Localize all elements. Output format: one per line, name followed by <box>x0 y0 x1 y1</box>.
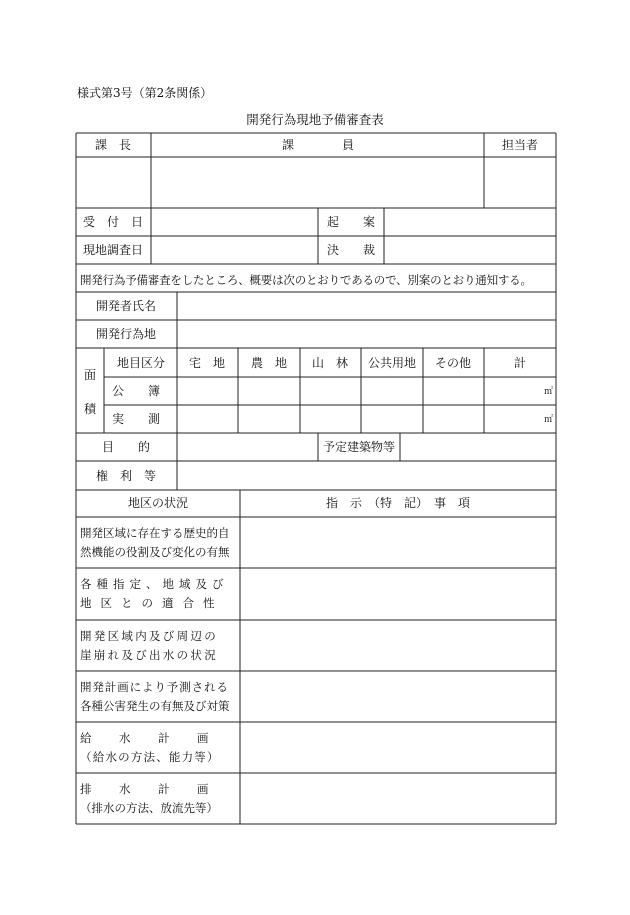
person-in-charge-seal-box[interactable] <box>485 158 555 207</box>
decision-label: 決 裁 <box>326 243 376 257</box>
development-site-label: 開発行為地 <box>95 327 157 341</box>
draft-field[interactable] <box>385 209 555 235</box>
area-label-top: 面 <box>83 368 97 382</box>
planned-buildings-field[interactable] <box>401 434 555 460</box>
purpose-field[interactable] <box>178 434 317 460</box>
instruction-zoning-field[interactable] <box>241 569 555 619</box>
column-other: その他 <box>434 356 472 370</box>
received-date-label: 受 付 日 <box>82 215 144 229</box>
form-reference: 様式第3号（第2条関係） <box>77 86 213 100</box>
district-status-header: 地区の状況 <box>127 496 189 510</box>
survey-area-row[interactable] <box>178 406 555 432</box>
column-residential: 宅 地 <box>188 356 226 370</box>
survey-row-label: 実 測 <box>112 412 161 426</box>
survey-date-field[interactable] <box>152 237 317 263</box>
area-label-bottom: 積 <box>83 402 97 416</box>
registry-area-row[interactable] <box>178 378 555 404</box>
registry-unit: ㎡ <box>543 387 553 397</box>
rights-label: 権 利 等 <box>95 469 157 483</box>
condition-historic-nature: 開発区域に存在する歴史的自 然機能の役割及び変化の有無 <box>80 526 230 559</box>
section-chief-seal-box[interactable] <box>77 158 150 207</box>
column-farmland: 農 地 <box>250 356 288 370</box>
developer-name-field[interactable] <box>178 293 555 319</box>
instruction-historic-nature-field[interactable] <box>241 518 555 567</box>
planned-buildings-label: 予定建築物等 <box>322 440 396 454</box>
column-public-land: 公共用地 <box>367 356 417 370</box>
survey-date-label: 現地調査日 <box>82 243 144 257</box>
condition-zoning-compatibility: 各種指定、地域及び 地区との適合性 <box>80 577 229 610</box>
section-chief-label: 課 長 <box>94 138 132 152</box>
condition-water-supply: 給 水 計 画 （給水の方法、能力等） <box>80 731 220 764</box>
review-notice: 開発行為予備審査をしたところ、概要は次のとおりであるので、別案のとおり通知する。 <box>80 273 532 287</box>
instruction-landslide-field[interactable] <box>241 621 555 670</box>
development-site-field[interactable] <box>178 321 555 347</box>
land-category-header: 地目区分 <box>116 356 166 370</box>
instructions-header: 指 示 （特 記） 事 項 <box>325 496 471 510</box>
developer-name-label: 開発者氏名 <box>95 299 157 313</box>
condition-drainage: 排 水 計 画 （排水の方法、放流先等） <box>80 782 218 815</box>
condition-landslide-flooding: 開発区域内及び周辺の 崖崩れ及び出水の状況 <box>80 629 218 662</box>
instruction-water-supply-field[interactable] <box>241 723 555 772</box>
condition-pollution: 開発計画により予測される 各種公害発生の有無及び対策 <box>80 680 230 713</box>
draft-label: 起 案 <box>326 215 376 229</box>
instruction-pollution-field[interactable] <box>241 672 555 721</box>
registry-row-label: 公 簿 <box>112 384 161 398</box>
staff-label: 課 員 <box>281 138 355 152</box>
rights-field[interactable] <box>178 462 555 489</box>
staff-seal-box[interactable] <box>152 158 483 207</box>
person-in-charge-label: 担当者 <box>501 138 539 152</box>
purpose-label: 目 的 <box>101 440 151 454</box>
received-date-field[interactable] <box>152 209 317 235</box>
decision-field[interactable] <box>385 237 555 263</box>
column-forest: 山 林 <box>311 356 349 370</box>
column-total: 計 <box>513 356 527 370</box>
instruction-drainage-field[interactable] <box>241 774 555 823</box>
document-title: 開発行為現地予備審査表 <box>246 112 384 127</box>
survey-unit: ㎡ <box>543 415 553 425</box>
